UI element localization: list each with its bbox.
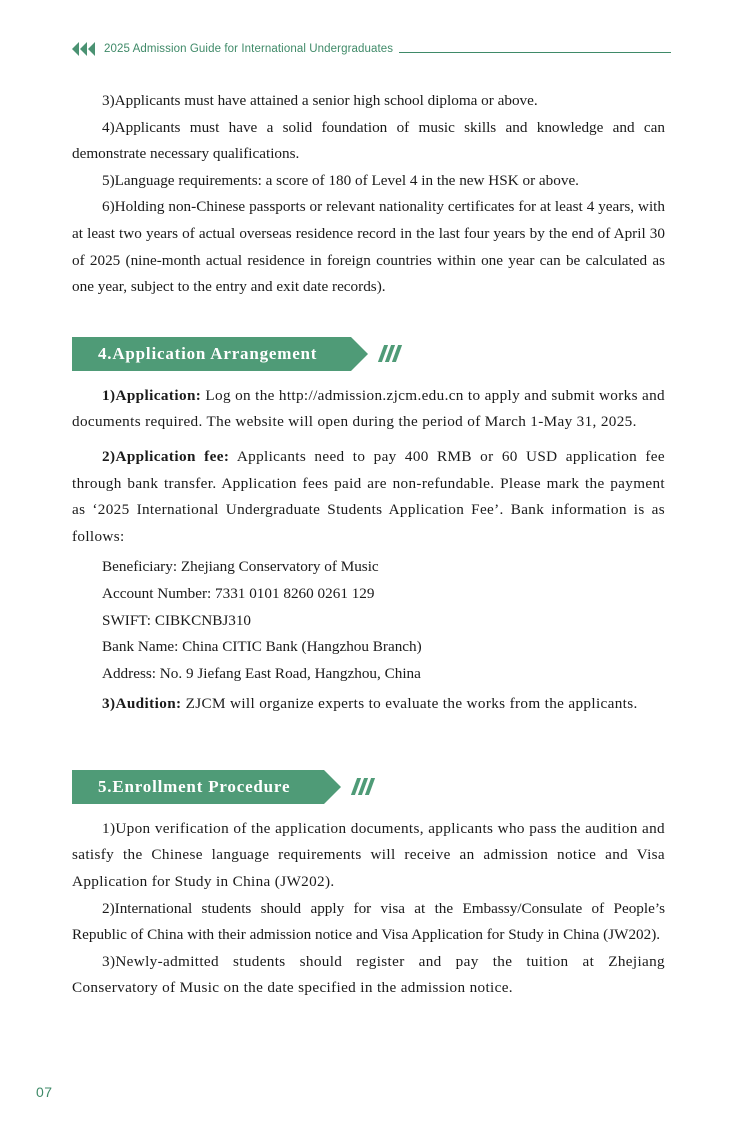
paragraph: 2)International students should apply for visa at the Embassy/Consulate of People’s Republic of China with their admission notice and Visa Application for Study in China (JW202). [72,899,665,944]
bank-detail-line: Address: No. 9 Jiefang East Road, Hangzhou, China [102,664,421,682]
paragraph: 4)Applicants must have a solid foundation of music skills and knowledge and can demonstrate necessary qualifications. [72,118,665,163]
item-text: Log on the http://admission.zjcm.edu.cn to apply and submit works and documents required. The website will open during the period of March 1-May 31, 2025. [72,386,665,431]
paragraph-application [72,383,665,436]
page-content [72,88,665,1002]
section-heading-application-arrangement [72,337,665,371]
section-heading-enrollment-procedure [72,770,665,804]
paragraph: 3)Newly-admitted students should register and pay the tuition at Zhejiang Conservatory of Music on the date specified in the admission notice. [72,952,665,997]
paragraph: 5)Language requirements: a score of 180 of Level 4 in the new HSK or above. [102,171,579,189]
slashes-decoration-icon [354,778,375,795]
header-title: 2025 Admission Guide for International Undergraduates [104,43,394,55]
page-number: 07 [36,1084,53,1100]
spacer [72,371,665,383]
section-title: 4.Application Arrangement [98,343,318,363]
item-lead: 3)Audition: [102,695,182,713]
paragraph-audition [72,691,665,718]
paragraph: 1)Upon verification of the application documents, applicants who pass the audition and satisfy the Chinese language requirements will receive an admission notice and Visa Application for Study in China (JW202). [72,819,665,891]
page-header [72,36,671,62]
section-title: 5.Enrollment Procedure [98,776,291,796]
spacer [72,436,665,444]
item-text: Applicants need to pay 400 RMB or 60 USD application fee through bank transfer. Application fees paid are non-refundable. Please mark the payment as ‘2025 International Undergraduate Students Application Fee’. Bank information is as follows: [72,447,665,545]
paragraph-application-fee [72,444,665,550]
item-lead: 1)Application: [102,386,202,404]
bank-detail-line: Bank Name: China CITIC Bank (Hangzhou Branch) [102,638,422,656]
item-lead: 2)Application fee: [102,447,230,465]
header-divider [399,52,671,53]
paragraph: 6)Holding non-Chinese passports or relevant nationality certificates for at least 4 years, with at least two years of actual overseas residence record in the last four years by the end of April 30 of 2025 (nine-month actual residence in foreign countries within one year can be calculated as one year, subject to the entry and exit date records). [72,198,665,296]
item-text: ZJCM will organize experts to evaluate the works from the applicants. [181,695,638,713]
double-chevron-left-icon [72,42,96,56]
slashes-decoration-icon [381,345,402,362]
bank-detail-line: SWIFT: CIBKCNBJ310 [102,611,252,629]
spacer [72,804,665,816]
section-banner [72,770,324,804]
paragraph: 3)Applicants must have attained a senior high school diploma or above. [102,92,538,109]
bank-detail-line: Account Number: 7331 0101 8260 0261 129 [102,584,375,602]
section-banner [72,337,351,371]
bank-detail-line: Beneficiary: Zhejiang Conservatory of Music [102,558,379,576]
